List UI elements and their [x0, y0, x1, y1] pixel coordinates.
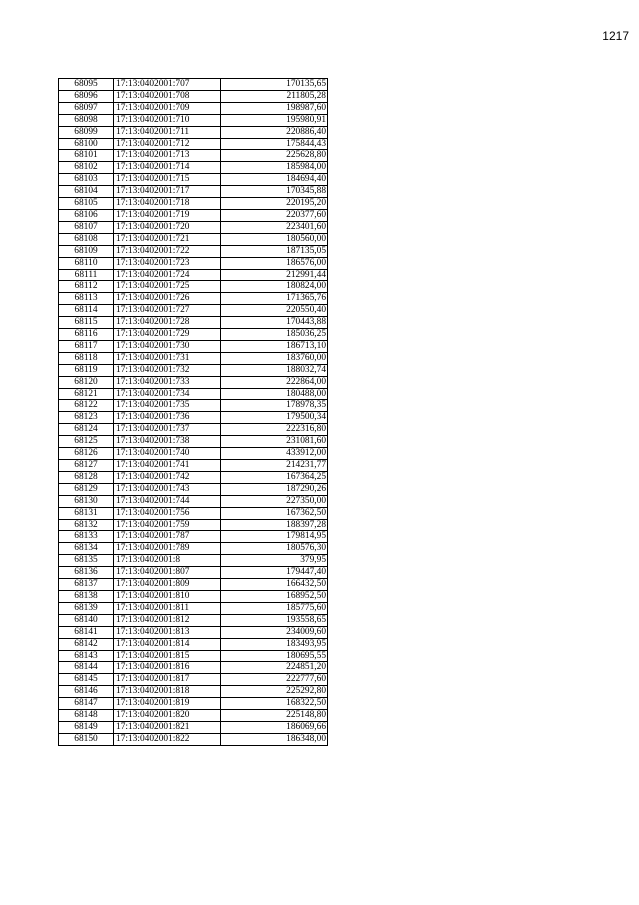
table-row — [59, 221, 328, 233]
table-row — [59, 209, 328, 221]
cadastral-value-cell: 180824,00 — [221, 281, 328, 293]
table-row — [59, 579, 328, 591]
cadastral-value-cell: 187135,05 — [221, 245, 328, 257]
cadastral-value-cell: 223401,60 — [221, 221, 328, 233]
cadastral-number-cell: 17:13:0402001:815 — [114, 650, 221, 662]
cadastral-number-cell: 17:13:0402001:809 — [114, 579, 221, 591]
cadastral-value-cell: 175844,43 — [221, 138, 328, 150]
cadastral-number-cell: 17:13:0402001:721 — [114, 233, 221, 245]
cadastral-value-cell: 188397,28 — [221, 519, 328, 531]
cadastral-number-cell: 17:13:0402001:821 — [114, 721, 221, 733]
table-row — [59, 638, 328, 650]
row-number-cell: 68115 — [59, 317, 114, 329]
cadastral-number-cell: 17:13:0402001:724 — [114, 269, 221, 281]
row-number-cell: 68097 — [59, 102, 114, 114]
cadastral-value-cell: 183493,95 — [221, 638, 328, 650]
table-body — [59, 79, 328, 746]
row-number-cell: 68118 — [59, 352, 114, 364]
table-row — [59, 436, 328, 448]
cadastral-value-cell: 198987,60 — [221, 102, 328, 114]
table-row — [59, 686, 328, 698]
row-number-cell: 68136 — [59, 567, 114, 579]
table-row — [59, 519, 328, 531]
cadastral-number-cell: 17:13:0402001:743 — [114, 483, 221, 495]
row-number-cell: 68146 — [59, 686, 114, 698]
cadastral-number-cell: 17:13:0402001:728 — [114, 317, 221, 329]
cadastral-value-cell: 225628,80 — [221, 150, 328, 162]
row-number-cell: 68140 — [59, 614, 114, 626]
cadastral-value-cell: 222316,80 — [221, 424, 328, 436]
row-number-cell: 68096 — [59, 90, 114, 102]
row-number-cell: 68138 — [59, 590, 114, 602]
row-number-cell: 68150 — [59, 733, 114, 745]
table-row — [59, 614, 328, 626]
row-number-cell: 68122 — [59, 400, 114, 412]
cadastral-value-cell: 186069,66 — [221, 721, 328, 733]
cadastral-number-cell: 17:13:0402001:727 — [114, 305, 221, 317]
table-row — [59, 281, 328, 293]
row-number-cell: 68143 — [59, 650, 114, 662]
cadastral-value-cell: 214231,77 — [221, 460, 328, 472]
row-number-cell: 68095 — [59, 79, 114, 91]
table-row — [59, 150, 328, 162]
row-number-cell: 68101 — [59, 150, 114, 162]
table-row — [59, 567, 328, 579]
page-number: 1217 — [602, 29, 629, 43]
table-row — [59, 507, 328, 519]
row-number-cell: 68111 — [59, 269, 114, 281]
cadastral-value-cell: 167362,50 — [221, 507, 328, 519]
table-row — [59, 471, 328, 483]
cadastral-number-cell: 17:13:0402001:822 — [114, 733, 221, 745]
cadastral-value-cell: 180488,00 — [221, 388, 328, 400]
cadastral-number-cell: 17:13:0402001:729 — [114, 329, 221, 341]
cadastral-number-cell: 17:13:0402001:819 — [114, 698, 221, 710]
cadastral-number-cell: 17:13:0402001:707 — [114, 79, 221, 91]
table-row — [59, 602, 328, 614]
cadastral-value-cell: 220550,40 — [221, 305, 328, 317]
table-row — [59, 114, 328, 126]
cadastral-number-cell: 17:13:0402001:759 — [114, 519, 221, 531]
table-row — [59, 305, 328, 317]
cadastral-value-cell: 234009,60 — [221, 626, 328, 638]
row-number-cell: 68116 — [59, 329, 114, 341]
table-row — [59, 626, 328, 638]
cadastral-value-cell: 170345,88 — [221, 186, 328, 198]
row-number-cell: 68120 — [59, 376, 114, 388]
cadastral-number-cell: 17:13:0402001:737 — [114, 424, 221, 436]
row-number-cell: 68108 — [59, 233, 114, 245]
cadastral-value-cell: 224851,20 — [221, 662, 328, 674]
table-row — [59, 448, 328, 460]
cadastral-number-cell: 17:13:0402001:723 — [114, 257, 221, 269]
table-row — [59, 340, 328, 352]
cadastral-value-cell: 180560,00 — [221, 233, 328, 245]
cadastral-number-cell: 17:13:0402001:718 — [114, 198, 221, 210]
cadastral-value-cell: 211805,28 — [221, 90, 328, 102]
row-number-cell: 68135 — [59, 555, 114, 567]
cadastral-value-cell: 433912,00 — [221, 448, 328, 460]
cadastral-number-cell: 17:13:0402001:789 — [114, 543, 221, 555]
row-number-cell: 68148 — [59, 710, 114, 722]
cadastral-number-cell: 17:13:0402001:810 — [114, 590, 221, 602]
row-number-cell: 68134 — [59, 543, 114, 555]
table-row — [59, 674, 328, 686]
row-number-cell: 68127 — [59, 460, 114, 472]
cadastral-value-cell: 168322,50 — [221, 698, 328, 710]
table-row — [59, 269, 328, 281]
row-number-cell: 68128 — [59, 471, 114, 483]
table-row — [59, 376, 328, 388]
table-row — [59, 233, 328, 245]
cadastral-value-cell: 179447,40 — [221, 567, 328, 579]
cadastral-number-cell: 17:13:0402001:711 — [114, 126, 221, 138]
table-row — [59, 293, 328, 305]
table-row — [59, 590, 328, 602]
table-row — [59, 162, 328, 174]
row-number-cell: 68100 — [59, 138, 114, 150]
row-number-cell: 68139 — [59, 602, 114, 614]
cadastral-value-table — [58, 78, 328, 746]
table-row — [59, 400, 328, 412]
cadastral-number-cell: 17:13:0402001:719 — [114, 209, 221, 221]
table-row — [59, 388, 328, 400]
cadastral-number-cell: 17:13:0402001:730 — [114, 340, 221, 352]
row-number-cell: 68098 — [59, 114, 114, 126]
cadastral-number-cell: 17:13:0402001:811 — [114, 602, 221, 614]
row-number-cell: 68124 — [59, 424, 114, 436]
cadastral-number-cell: 17:13:0402001:818 — [114, 686, 221, 698]
cadastral-number-cell: 17:13:0402001:807 — [114, 567, 221, 579]
row-number-cell: 68109 — [59, 245, 114, 257]
row-number-cell: 68113 — [59, 293, 114, 305]
cadastral-number-cell: 17:13:0402001:709 — [114, 102, 221, 114]
cadastral-value-cell: 180695,55 — [221, 650, 328, 662]
cadastral-value-cell: 171365,76 — [221, 293, 328, 305]
table-row — [59, 424, 328, 436]
cadastral-value-cell: 166432,50 — [221, 579, 328, 591]
table-row — [59, 721, 328, 733]
cadastral-number-cell: 17:13:0402001:738 — [114, 436, 221, 448]
cadastral-value-cell: 193558,65 — [221, 614, 328, 626]
table-row — [59, 733, 328, 745]
row-number-cell: 68133 — [59, 531, 114, 543]
cadastral-value-cell: 220195,20 — [221, 198, 328, 210]
cadastral-value-cell: 222864,00 — [221, 376, 328, 388]
table-row — [59, 352, 328, 364]
row-number-cell: 68129 — [59, 483, 114, 495]
cadastral-value-cell: 185775,60 — [221, 602, 328, 614]
table-row — [59, 245, 328, 257]
row-number-cell: 68137 — [59, 579, 114, 591]
cadastral-value-cell: 186713,10 — [221, 340, 328, 352]
cadastral-value-cell: 186348,00 — [221, 733, 328, 745]
table-row — [59, 460, 328, 472]
row-number-cell: 68142 — [59, 638, 114, 650]
table-row — [59, 329, 328, 341]
table-row — [59, 650, 328, 662]
table-row — [59, 126, 328, 138]
cadastral-number-cell: 17:13:0402001:740 — [114, 448, 221, 460]
cadastral-number-cell: 17:13:0402001:742 — [114, 471, 221, 483]
row-number-cell: 68121 — [59, 388, 114, 400]
row-number-cell: 68103 — [59, 174, 114, 186]
row-number-cell: 68141 — [59, 626, 114, 638]
cadastral-number-cell: 17:13:0402001:820 — [114, 710, 221, 722]
cadastral-number-cell: 17:13:0402001:816 — [114, 662, 221, 674]
cadastral-value-cell: 178978,35 — [221, 400, 328, 412]
table-row — [59, 662, 328, 674]
row-number-cell: 68099 — [59, 126, 114, 138]
table-row — [59, 555, 328, 567]
cadastral-number-cell: 17:13:0402001:735 — [114, 400, 221, 412]
table-row — [59, 495, 328, 507]
row-number-cell: 68104 — [59, 186, 114, 198]
cadastral-number-cell: 17:13:0402001:736 — [114, 412, 221, 424]
cadastral-number-cell: 17:13:0402001:722 — [114, 245, 221, 257]
table-row — [59, 174, 328, 186]
row-number-cell: 68144 — [59, 662, 114, 674]
row-number-cell: 68106 — [59, 209, 114, 221]
cadastral-number-cell: 17:13:0402001:720 — [114, 221, 221, 233]
cadastral-number-cell: 17:13:0402001:717 — [114, 186, 221, 198]
row-number-cell: 68119 — [59, 364, 114, 376]
cadastral-value-cell: 195980,91 — [221, 114, 328, 126]
row-number-cell: 68145 — [59, 674, 114, 686]
table-row — [59, 102, 328, 114]
table-row — [59, 531, 328, 543]
cadastral-value-cell: 379,95 — [221, 555, 328, 567]
cadastral-number-cell: 17:13:0402001:813 — [114, 626, 221, 638]
cadastral-number-cell: 17:13:0402001:712 — [114, 138, 221, 150]
table-row — [59, 412, 328, 424]
row-number-cell: 68102 — [59, 162, 114, 174]
table-row — [59, 543, 328, 555]
cadastral-value-cell: 185984,00 — [221, 162, 328, 174]
table-row — [59, 364, 328, 376]
table-row — [59, 483, 328, 495]
row-number-cell: 68131 — [59, 507, 114, 519]
table-row — [59, 710, 328, 722]
cadastral-number-cell: 17:13:0402001:734 — [114, 388, 221, 400]
cadastral-value-cell: 225292,80 — [221, 686, 328, 698]
cadastral-value-cell: 220886,40 — [221, 126, 328, 138]
cadastral-value-cell: 231081,60 — [221, 436, 328, 448]
row-number-cell: 68123 — [59, 412, 114, 424]
cadastral-number-cell: 17:13:0402001:741 — [114, 460, 221, 472]
cadastral-number-cell: 17:13:0402001:732 — [114, 364, 221, 376]
cadastral-value-cell: 179500,34 — [221, 412, 328, 424]
row-number-cell: 68126 — [59, 448, 114, 460]
cadastral-value-cell: 184694,40 — [221, 174, 328, 186]
cadastral-number-cell: 17:13:0402001:714 — [114, 162, 221, 174]
table-row — [59, 698, 328, 710]
cadastral-number-cell: 17:13:0402001:725 — [114, 281, 221, 293]
row-number-cell: 68112 — [59, 281, 114, 293]
cadastral-value-cell: 170443,88 — [221, 317, 328, 329]
cadastral-number-cell: 17:13:0402001:715 — [114, 174, 221, 186]
cadastral-value-cell: 179814,95 — [221, 531, 328, 543]
cadastral-number-cell: 17:13:0402001:817 — [114, 674, 221, 686]
cadastral-value-cell: 187290,26 — [221, 483, 328, 495]
cadastral-value-cell: 225148,80 — [221, 710, 328, 722]
row-number-cell: 68147 — [59, 698, 114, 710]
table-row — [59, 186, 328, 198]
row-number-cell: 68125 — [59, 436, 114, 448]
cadastral-number-cell: 17:13:0402001:787 — [114, 531, 221, 543]
table-row — [59, 79, 328, 91]
cadastral-value-cell: 170135,65 — [221, 79, 328, 91]
table-row — [59, 198, 328, 210]
cadastral-value-cell: 212991,44 — [221, 269, 328, 281]
row-number-cell: 68117 — [59, 340, 114, 352]
table-row — [59, 138, 328, 150]
cadastral-value-cell: 186576,00 — [221, 257, 328, 269]
cadastral-number-cell: 17:13:0402001:713 — [114, 150, 221, 162]
cadastral-number-cell: 17:13:0402001:710 — [114, 114, 221, 126]
row-number-cell: 68110 — [59, 257, 114, 269]
table-row — [59, 317, 328, 329]
table-row — [59, 257, 328, 269]
row-number-cell: 68107 — [59, 221, 114, 233]
cadastral-value-cell: 220377,60 — [221, 209, 328, 221]
cadastral-value-cell: 180576,30 — [221, 543, 328, 555]
cadastral-value-cell: 185036,25 — [221, 329, 328, 341]
cadastral-number-cell: 17:13:0402001:731 — [114, 352, 221, 364]
row-number-cell: 68149 — [59, 721, 114, 733]
cadastral-value-cell: 222777,60 — [221, 674, 328, 686]
cadastral-number-cell: 17:13:0402001:756 — [114, 507, 221, 519]
row-number-cell: 68105 — [59, 198, 114, 210]
cadastral-number-cell: 17:13:0402001:708 — [114, 90, 221, 102]
cadastral-number-cell: 17:13:0402001:814 — [114, 638, 221, 650]
cadastral-value-cell: 188032,74 — [221, 364, 328, 376]
row-number-cell: 68130 — [59, 495, 114, 507]
cadastral-number-cell: 17:13:0402001:812 — [114, 614, 221, 626]
cadastral-value-cell: 168952,50 — [221, 590, 328, 602]
row-number-cell: 68114 — [59, 305, 114, 317]
cadastral-number-cell: 17:13:0402001:8 — [114, 555, 221, 567]
cadastral-number-cell: 17:13:0402001:744 — [114, 495, 221, 507]
cadastral-value-cell: 183760,00 — [221, 352, 328, 364]
row-number-cell: 68132 — [59, 519, 114, 531]
cadastral-number-cell: 17:13:0402001:733 — [114, 376, 221, 388]
cadastral-value-cell: 167364,25 — [221, 471, 328, 483]
table-row — [59, 90, 328, 102]
cadastral-number-cell: 17:13:0402001:726 — [114, 293, 221, 305]
cadastral-value-cell: 227350,00 — [221, 495, 328, 507]
